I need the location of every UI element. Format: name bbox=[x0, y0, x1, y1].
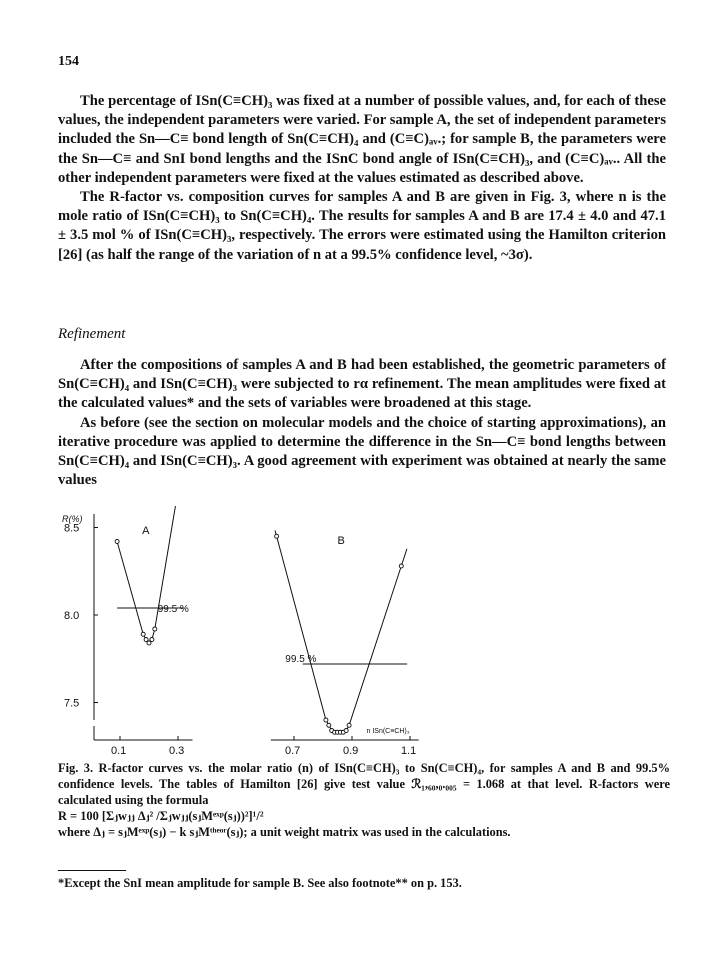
caption-text: Fig. 3. R-factor curves vs. the molar ratio (n) of ISn(C≡CH)₃ to Sn(C≡CH)₄, for samples A and B and 99.5% confidence levels. The tables of Hamilton [26] give test value ℛ₁,₆₀,₀.₀₀₅ = 1.068 at that level. R-factors were calculated using the formula bbox=[58, 761, 670, 807]
data-point bbox=[115, 540, 119, 544]
confidence-label-B: 99.5 % bbox=[285, 654, 317, 665]
y-tick-label: 8.5 bbox=[64, 522, 80, 535]
y-tick-label: 8.0 bbox=[64, 610, 80, 622]
series-label-A: A bbox=[142, 525, 150, 537]
body-text-section-1 bbox=[58, 92, 666, 265]
x-tick-label: 0.1 bbox=[111, 745, 127, 754]
data-point bbox=[141, 632, 145, 636]
y-tick-label: 7.5 bbox=[64, 697, 80, 710]
caption-text-2: where Δⱼ = sⱼMᵉˣᵖ(sⱼ) − k sⱼMᵗʰᵉᵒʳ(sⱼ); a unit weight matrix was used in the calculations. bbox=[58, 825, 511, 839]
data-point bbox=[324, 718, 328, 722]
data-point bbox=[399, 564, 403, 568]
data-point bbox=[144, 638, 148, 642]
data-point bbox=[275, 534, 279, 538]
r-factor-chart bbox=[58, 506, 478, 754]
figure-caption bbox=[58, 760, 670, 840]
x-tick-label: 0.7 bbox=[285, 745, 301, 754]
x-axis-label: n ISn(C≡CH)₃ bbox=[366, 728, 410, 735]
chart-axes bbox=[94, 514, 419, 740]
chart-labels bbox=[62, 514, 416, 754]
body-text-section-2 bbox=[58, 356, 666, 490]
confidence-label-A: 99.5 % bbox=[157, 604, 189, 615]
y-axis-label: R(%) bbox=[62, 514, 83, 524]
caption-formula: R = 100 [Σⱼwⱼⱼ Δⱼ² /Σⱼwⱼⱼ(sⱼMᵉˣᵖ(sⱼ))²]¹/² bbox=[58, 809, 264, 823]
data-point bbox=[153, 627, 157, 631]
x-tick-label: 1.1 bbox=[401, 745, 417, 754]
series-extension bbox=[401, 549, 407, 566]
chart-marks bbox=[115, 506, 407, 734]
section-heading: Refinement bbox=[58, 326, 126, 342]
data-point bbox=[344, 729, 348, 733]
data-point bbox=[150, 638, 154, 642]
data-point bbox=[347, 723, 351, 727]
x-tick-label: 0.9 bbox=[343, 745, 359, 754]
paragraph: As before (see the section on molecular models and the choice of starting approximations), an iterative procedure was applied to determine the difference in the Sn—C≡ bond lengths between Sn(C≡CH)₄ and ISn(C≡CH)₃. A good agreement with experiment was obtained at nearly the same values bbox=[58, 414, 666, 489]
figure-3 bbox=[58, 506, 478, 759]
data-point bbox=[147, 641, 151, 645]
page-number: 154 bbox=[58, 54, 79, 69]
x-tick-label: 0.3 bbox=[169, 745, 185, 754]
series-line-B bbox=[277, 536, 402, 732]
paragraph: The R-factor vs. composition curves for samples A and B are given in Fig. 3, where n is the mole ratio of ISn(C≡CH)₃ to Sn(C≡CH)₄. The results for samples A and B are 17.4 ± 4.0 and 47.1 ± 3.5 mol % of ISn(C≡CH)₃, respectively. The errors were estimated using the Hamilton criterion [26] (as half the range of the variation of n at a 99.5% confidence level, ~3σ). bbox=[58, 189, 666, 263]
paragraph: The percentage of ISn(C≡CH)₃ was fixed at a number of possible values, and, for each of these values, the independent parameters were varied. For sample A, the set of independent parameters included the Sn—C≡ bond length of Sn(C≡CH)₄ and (C≡C)ₐᵥ.; for sample B, the parameters were the Sn—C≡ and SnI bond lengths and the ISnC bond angle of ISn(C≡CH)₃, and (C≡C)ₐᵥ.. All the other independent parameters were fixed at the values estimated as described above. bbox=[58, 93, 666, 186]
data-point bbox=[327, 723, 331, 727]
footnote-rule bbox=[58, 870, 126, 871]
series-label-B: B bbox=[337, 535, 345, 547]
footnote: *Except the SnI mean amplitude for sample B. See also footnote** on p. 153. bbox=[58, 876, 462, 890]
paragraph: After the compositions of samples A and B had been established, the geometric parameters of Sn(C≡CH)₄ and ISn(C≡CH)₃ were subjected to rα refinement. The mean amplitudes were fixed at the calculated values* and the sets of variables were broadened at this stage. bbox=[58, 357, 666, 412]
